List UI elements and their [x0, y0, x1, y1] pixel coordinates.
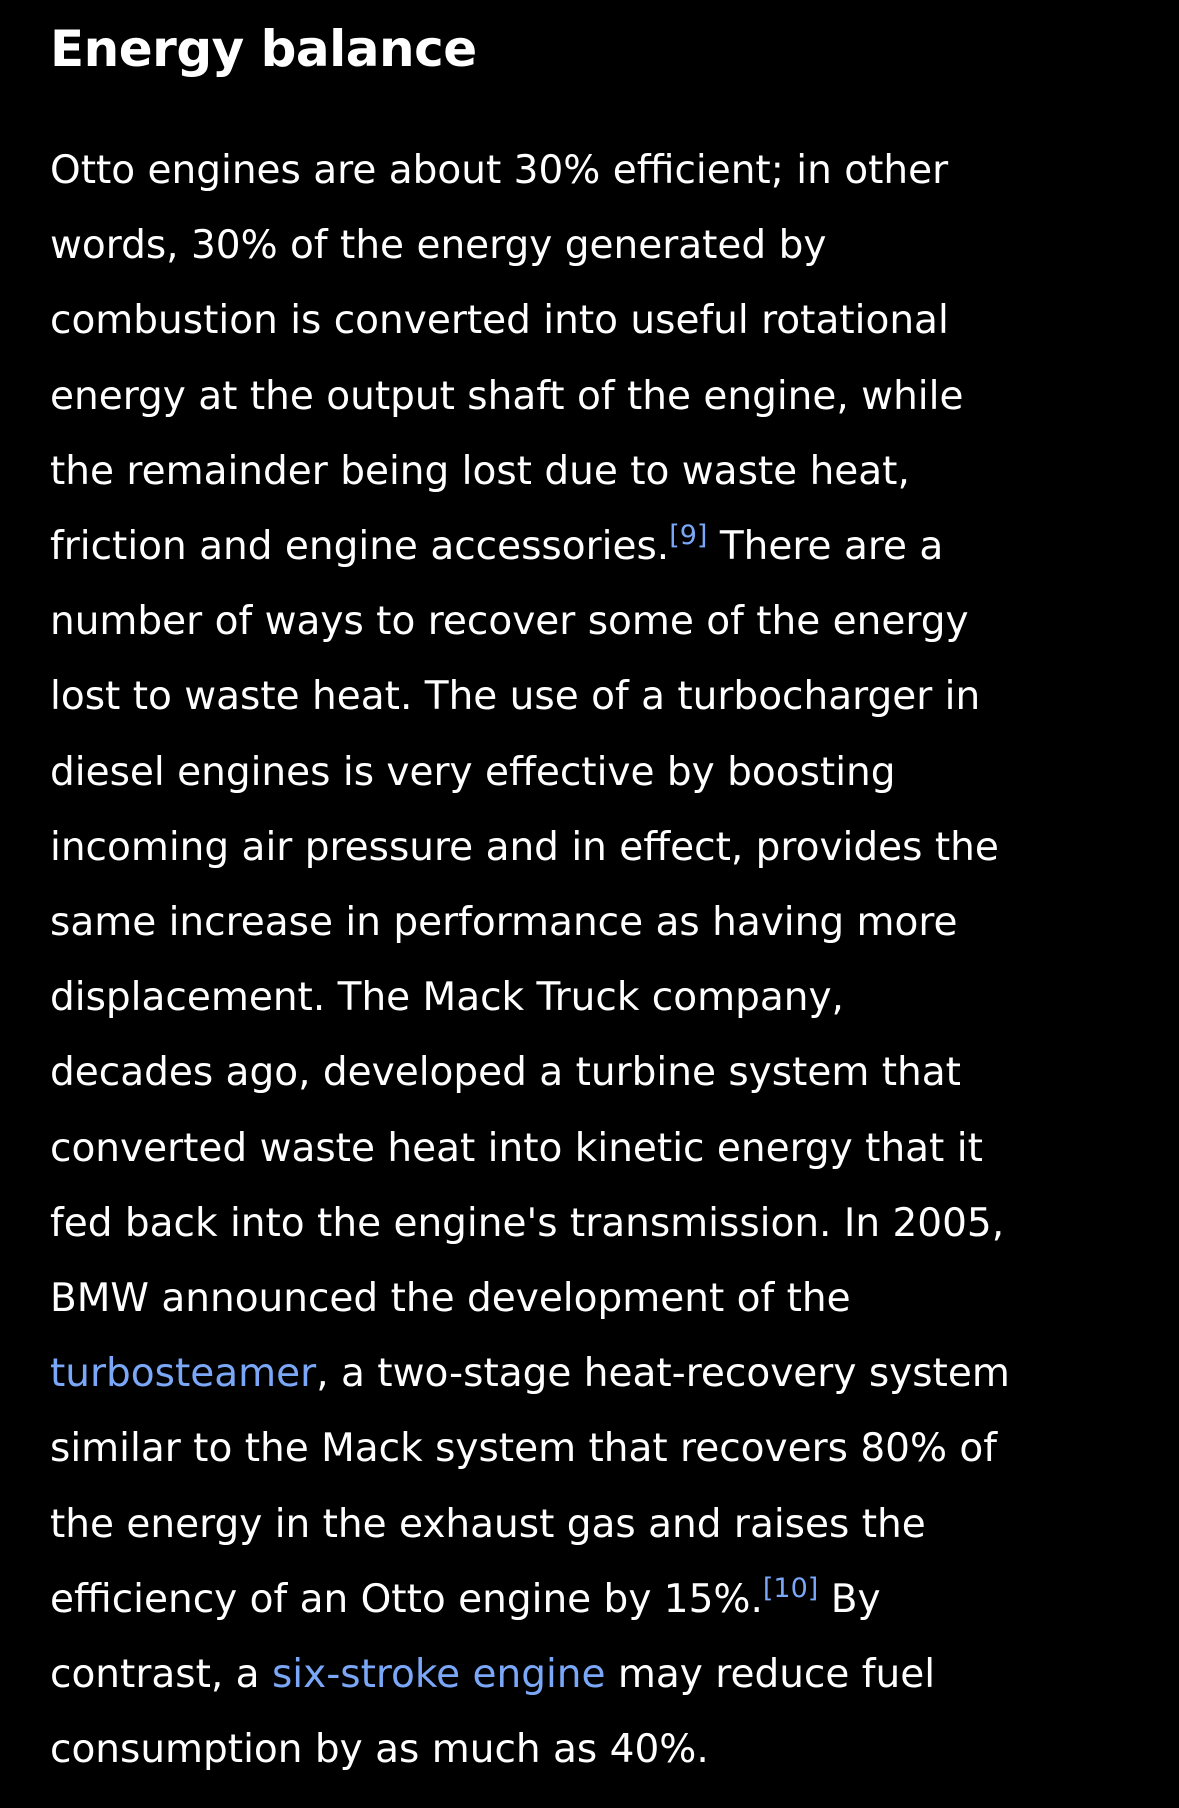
text-line: the energy in the exhaust gas and raises the: [50, 1501, 926, 1547]
text-line: number of ways to recover some of the energy: [50, 599, 969, 645]
text-line: [50, 1637, 1150, 1712]
text-line: words, 30% of the energy generated by: [50, 223, 827, 269]
text-segment: There are a: [707, 524, 944, 570]
text-segment: efficiency of an Otto engine by 15%.: [50, 1576, 763, 1622]
section-heading: Energy balance: [50, 20, 477, 78]
reference-9-link[interactable]: [9]: [669, 520, 708, 552]
six-stroke-engine-link[interactable]: six-stroke engine: [271, 1652, 606, 1698]
text-segment: contrast, a: [50, 1652, 272, 1698]
text-segment: , a two-stage heat-recovery system: [316, 1351, 1010, 1397]
text-line: converted waste heat into kinetic energy that it: [50, 1125, 983, 1171]
text-line: fed back into the engine's transmission. In 2005,: [50, 1200, 1005, 1246]
text-segment: By: [818, 1576, 881, 1622]
text-line: similar to the Mack system that recovers 80% of: [50, 1426, 998, 1472]
text-line: the remainder being lost due to waste heat,: [50, 448, 910, 494]
text-line: [50, 509, 1150, 584]
text-line: [50, 1336, 1150, 1411]
text-line: combustion is converted into useful rotational: [50, 298, 949, 344]
text-segment: may reduce fuel: [605, 1652, 936, 1698]
text-segment: friction and engine accessories.: [50, 524, 670, 570]
text-line: diesel engines is very effective by boosting: [50, 749, 896, 795]
text-line: decades ago, developed a turbine system that: [50, 1050, 961, 1096]
turbosteamer-link[interactable]: turbosteamer: [50, 1351, 317, 1397]
text-line: consumption by as much as 40%.: [50, 1727, 709, 1773]
text-line: same increase in performance as having more: [50, 900, 958, 946]
body-paragraph: [50, 133, 1150, 1787]
text-line: energy at the output shaft of the engine, while: [50, 373, 964, 419]
text-line: displacement. The Mack Truck company,: [50, 975, 844, 1021]
text-line: [50, 1562, 1150, 1637]
text-line: incoming air pressure and in effect, provides the: [50, 824, 999, 870]
text-line: BMW announced the development of the: [50, 1276, 851, 1322]
reference-10-link[interactable]: [10]: [762, 1572, 819, 1604]
text-line: Otto engines are about 30% efficient; in other: [50, 148, 949, 193]
text-line: lost to waste heat. The use of a turbocharger in: [50, 674, 981, 720]
